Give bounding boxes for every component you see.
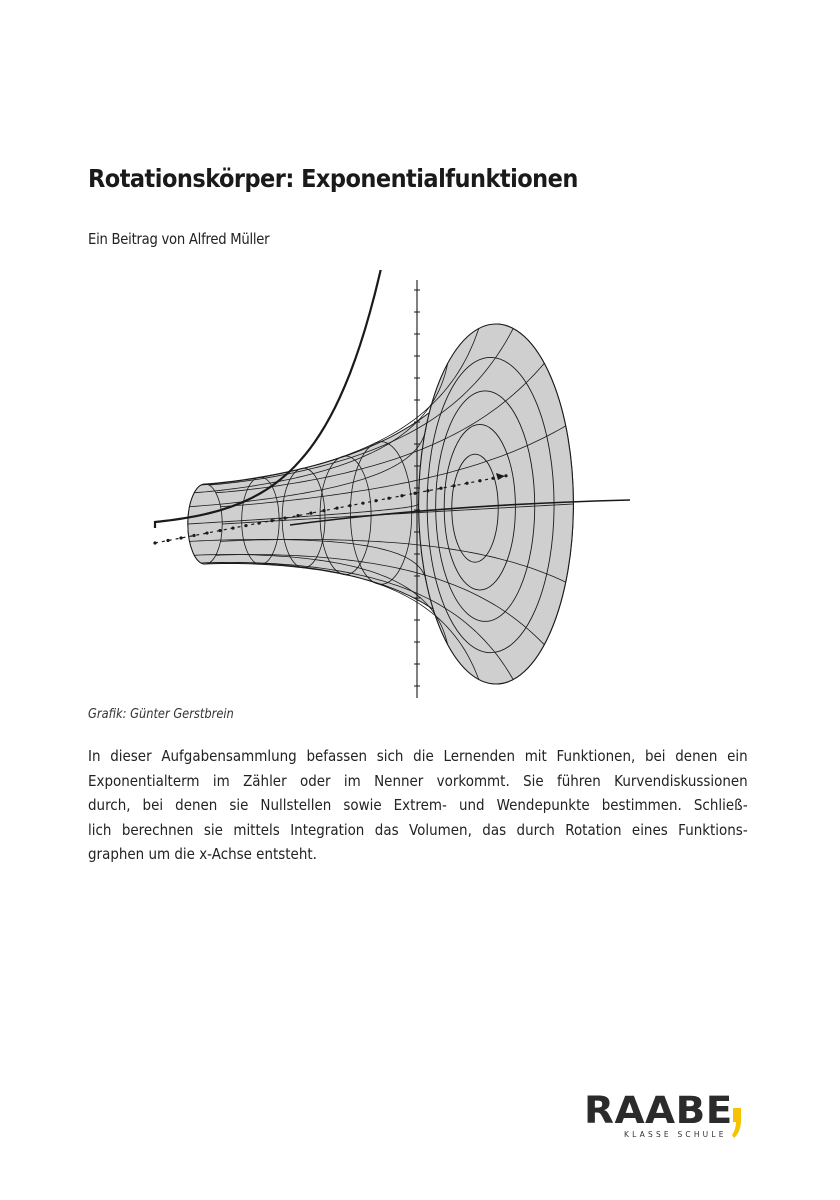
x-axis-tick — [504, 474, 507, 477]
logo-tagline: KLASSE SCHULE — [624, 1130, 727, 1139]
intro-paragraph — [88, 744, 748, 867]
x-axis-tick — [452, 484, 455, 487]
x-axis-tick — [322, 509, 325, 512]
x-axis-tick — [257, 521, 260, 524]
x-axis-tick — [244, 524, 247, 527]
x-axis-tick — [387, 497, 390, 500]
intro-line: Exponentialterm im Zähler oder im Nenner vorkommt. Sie führen Kurvendiskussionen — [88, 771, 748, 790]
x-axis-tick — [348, 504, 351, 507]
x-axis-tick — [309, 512, 312, 515]
x-axis-tick — [413, 492, 416, 495]
x-axis-tick — [478, 479, 481, 482]
x-axis-tick — [361, 502, 364, 505]
rotation-body-graphic-icon — [140, 270, 640, 700]
x-axis-tick — [335, 507, 338, 510]
figure-caption: Grafik: Günter Gerstbrein — [88, 707, 234, 722]
author-line: Ein Beitrag von Alfred Müller — [88, 230, 270, 248]
logo-wordmark: RAABE — [584, 1089, 733, 1132]
raabe-logo — [584, 1089, 754, 1142]
x-axis-tick — [179, 536, 182, 539]
x-axis-tick — [491, 477, 494, 480]
intro-line: In dieser Aufgabensammlung befassen sich die Lernenden mit Funktionen, bei denen ein — [88, 747, 748, 765]
logo-comma-icon — [732, 1108, 742, 1138]
page-title: Rotationskörper: Exponentialfunktionen — [88, 164, 578, 193]
x-axis-tick — [296, 514, 299, 517]
x-axis-tick — [153, 541, 156, 544]
intro-line: lich berechnen sie mittels Integration das Volumen, das durch Rotation eines Funktions- — [88, 820, 748, 839]
x-axis-tick — [426, 489, 429, 492]
x-axis-tick — [439, 487, 442, 490]
x-axis-tick — [283, 517, 286, 520]
x-axis-tick — [465, 482, 468, 485]
x-axis-tick — [192, 534, 195, 537]
intro-line: graphen um die x-Achse entsteht. — [88, 845, 317, 863]
x-axis-tick — [374, 499, 377, 502]
x-axis-tick — [270, 519, 273, 522]
x-axis-tick — [166, 539, 169, 542]
x-axis-tick — [218, 529, 221, 532]
x-axis-tick — [231, 526, 234, 529]
mouth-rim — [419, 324, 574, 684]
x-axis-tick — [400, 494, 403, 497]
rotation-body-figure — [140, 270, 640, 700]
intro-line: durch, bei denen sie Nullstellen sowie Extrem- und Wendepunkte bestimmen. Schließ- — [88, 796, 748, 814]
x-axis-tick — [205, 531, 208, 534]
